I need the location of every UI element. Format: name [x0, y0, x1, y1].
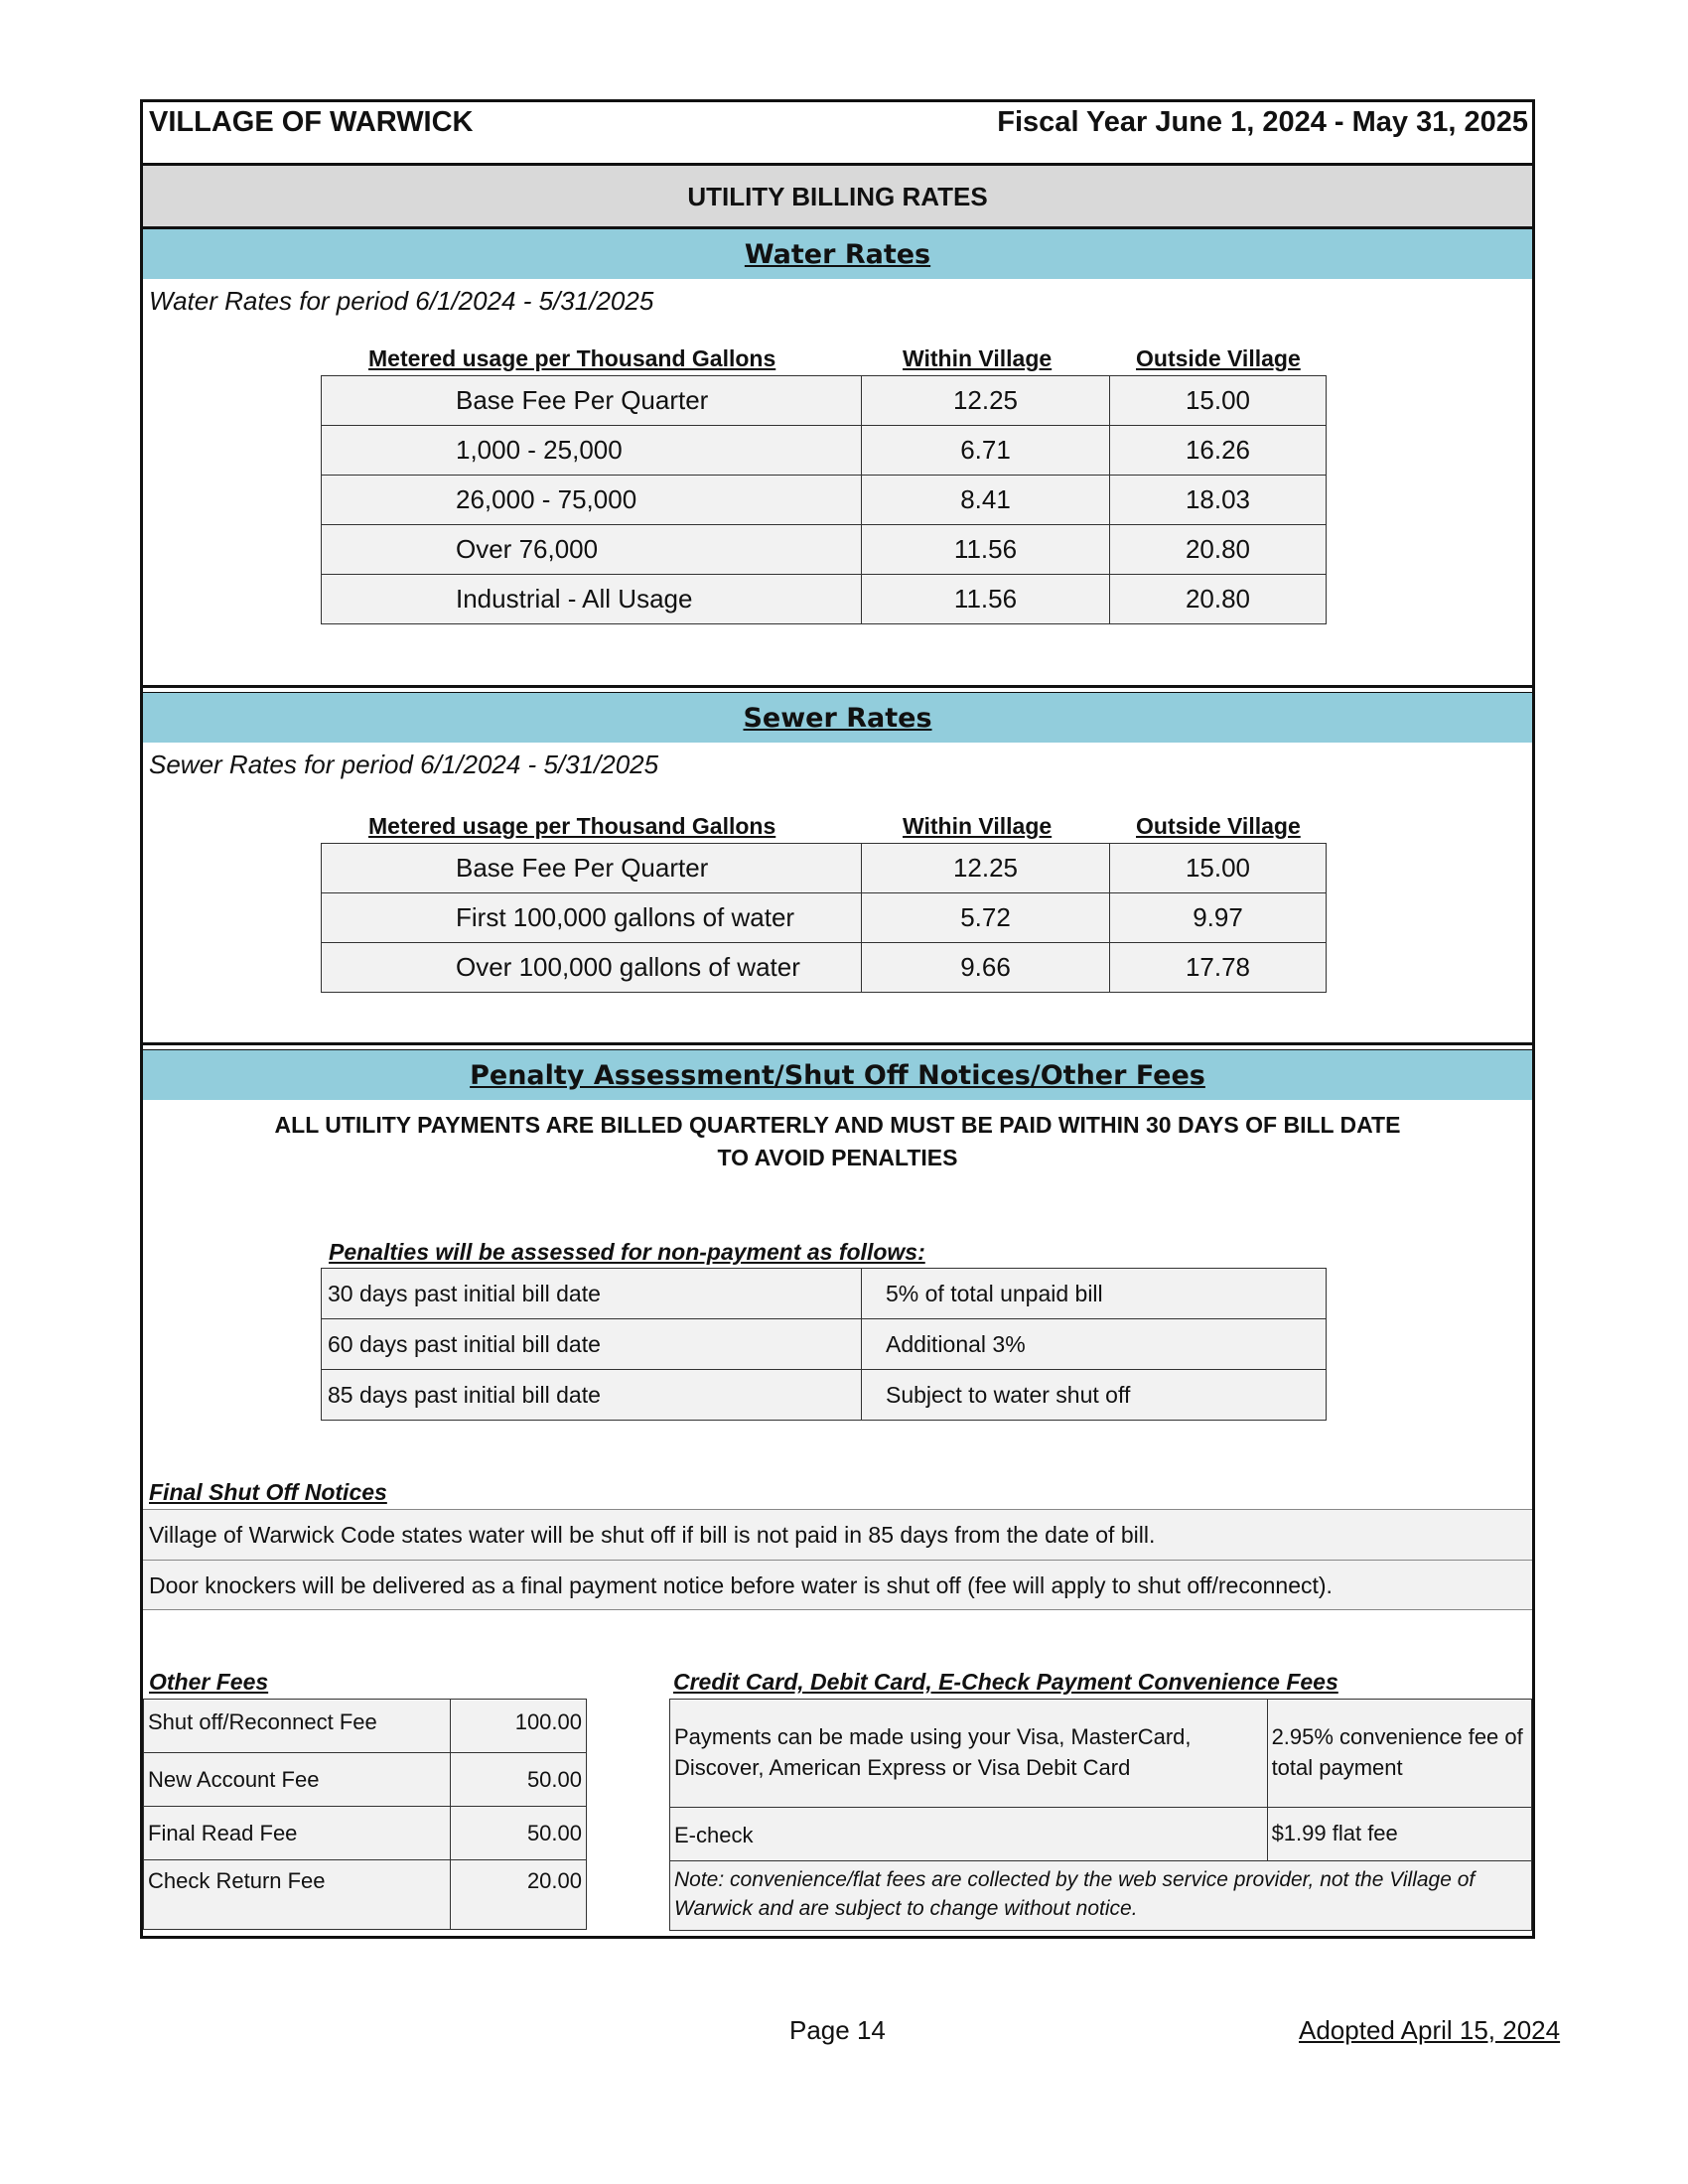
table-row [144, 1700, 587, 1753]
table-row [322, 426, 1327, 476]
penalty-title: Penalty Assessment/Shut Off Notices/Other Fees [470, 1060, 1205, 1091]
rate-outside: 16.26 [1110, 426, 1327, 476]
water-col-outside: Outside Village [1136, 345, 1301, 371]
sewer-rates-title: Sewer Rates [743, 703, 932, 734]
other-fees-heading: Other Fees [149, 1669, 269, 1695]
penalty-when: 60 days past initial bill date [322, 1319, 862, 1370]
page-number: Page 14 [789, 2015, 886, 2045]
org-name: VILLAGE OF WARWICK [149, 106, 474, 138]
table-row [144, 1753, 587, 1807]
table-row [322, 1370, 1327, 1421]
rate-within: 12.25 [862, 844, 1110, 893]
rate-outside: 17.78 [1110, 943, 1327, 993]
fee-amount: 50.00 [451, 1807, 587, 1860]
table-row [322, 376, 1327, 426]
penalty-when: 30 days past initial bill date [322, 1269, 862, 1319]
rate-outside: 20.80 [1110, 575, 1327, 624]
sewer-rates-table [321, 843, 1327, 993]
rate-outside: 18.03 [1110, 476, 1327, 525]
sewer-col-within: Within Village [903, 813, 1053, 839]
table-row [322, 1269, 1327, 1319]
table-row [322, 943, 1327, 993]
table-row [322, 893, 1327, 943]
rate-outside: 9.97 [1110, 893, 1327, 943]
shutoff-line-1: Village of Warwick Code states water will be shut off if bill is not paid in 85 days from the date of bill. [143, 1509, 1532, 1560]
other-fees-table [143, 1699, 587, 1930]
rate-label: Base Fee Per Quarter [322, 844, 862, 893]
rate-label: Base Fee Per Quarter [322, 376, 862, 426]
table-row [322, 844, 1327, 893]
table-row [144, 1860, 587, 1930]
table-row [670, 1808, 1532, 1861]
water-rates-table [321, 375, 1327, 624]
rate-within: 9.66 [862, 943, 1110, 993]
rate-label: First 100,000 gallons of water [322, 893, 862, 943]
billing-notice-line-2: TO AVOID PENALTIES [717, 1145, 958, 1170]
water-col-usage: Metered usage per Thousand Gallons [368, 345, 776, 371]
fee-amount: 50.00 [451, 1753, 587, 1807]
penalties-heading: Penalties will be assessed for non-payment as follows: [329, 1239, 925, 1265]
rate-within: 11.56 [862, 575, 1110, 624]
echeck-fee: $1.99 flat fee [1267, 1808, 1531, 1861]
fee-amount: 20.00 [451, 1860, 587, 1930]
convenience-fees-table [669, 1699, 1532, 1931]
table-row [670, 1861, 1532, 1931]
document-header [143, 102, 1532, 166]
table-row [322, 1319, 1327, 1370]
card-payment-fee: 2.95% convenience fee of total payment [1267, 1700, 1531, 1808]
rate-label: Over 100,000 gallons of water [322, 943, 862, 993]
sewer-rates-band [143, 693, 1532, 743]
rate-label: 1,000 - 25,000 [322, 426, 862, 476]
card-payment-text: Payments can be made using your Visa, MasterCard, Discover, American Express or Visa Debit Card [670, 1700, 1268, 1808]
sewer-col-usage: Metered usage per Thousand Gallons [368, 813, 776, 839]
fee-label: Check Return Fee [144, 1860, 451, 1930]
fee-amount: 100.00 [451, 1700, 587, 1753]
sewer-col-outside: Outside Village [1136, 813, 1301, 839]
rate-outside: 20.80 [1110, 525, 1327, 575]
penalty-what: 5% of total unpaid bill [862, 1269, 1327, 1319]
adopted-date: Adopted April 15, 2024 [1299, 2015, 1561, 2045]
echeck-text: E-check [670, 1808, 1268, 1861]
table-row [144, 1807, 587, 1860]
table-row [322, 525, 1327, 575]
table-row [322, 476, 1327, 525]
rate-within: 11.56 [862, 525, 1110, 575]
table-row [670, 1700, 1532, 1808]
rate-sheet [140, 99, 1535, 1939]
water-period: Water Rates for period 6/1/2024 - 5/31/2025 [149, 286, 654, 316]
penalties-table [321, 1268, 1327, 1421]
rate-outside: 15.00 [1110, 376, 1327, 426]
rate-label: Over 76,000 [322, 525, 862, 575]
shutoff-line-2: Door knockers will be delivered as a final payment notice before water is shut off (fee will apply to shut off/reconnect). [143, 1560, 1532, 1610]
water-rates-band [143, 229, 1532, 279]
penalty-when: 85 days past initial bill date [322, 1370, 862, 1421]
convenience-note: Note: convenience/flat fees are collected by the web service provider, not the Village of Warwick and are subject to change without notice. [670, 1861, 1532, 1931]
fiscal-year: Fiscal Year June 1, 2024 - May 31, 2025 [997, 106, 1528, 138]
rate-within: 12.25 [862, 376, 1110, 426]
rate-within: 5.72 [862, 893, 1110, 943]
water-rates-title: Water Rates [744, 239, 931, 270]
rate-outside: 15.00 [1110, 844, 1327, 893]
shutoff-heading: Final Shut Off Notices [149, 1479, 387, 1505]
penalty-band [143, 1050, 1532, 1100]
sewer-period: Sewer Rates for period 6/1/2024 - 5/31/2025 [149, 750, 659, 779]
rate-label: 26,000 - 75,000 [322, 476, 862, 525]
penalty-what: Additional 3% [862, 1319, 1327, 1370]
section-title: UTILITY BILLING RATES [143, 166, 1532, 229]
fee-label: Shut off/Reconnect Fee [144, 1700, 451, 1753]
fee-label: New Account Fee [144, 1753, 451, 1807]
rate-label: Industrial - All Usage [322, 575, 862, 624]
convenience-heading: Credit Card, Debit Card, E-Check Payment Convenience Fees [673, 1669, 1338, 1695]
rate-within: 8.41 [862, 476, 1110, 525]
penalty-what: Subject to water shut off [862, 1370, 1327, 1421]
billing-notice-line-1: ALL UTILITY PAYMENTS ARE BILLED QUARTERLY AND MUST BE PAID WITHIN 30 DAYS OF BILL DATE [274, 1112, 1401, 1138]
table-row [322, 575, 1327, 624]
water-col-within: Within Village [903, 345, 1053, 371]
rate-within: 6.71 [862, 426, 1110, 476]
fee-label: Final Read Fee [144, 1807, 451, 1860]
